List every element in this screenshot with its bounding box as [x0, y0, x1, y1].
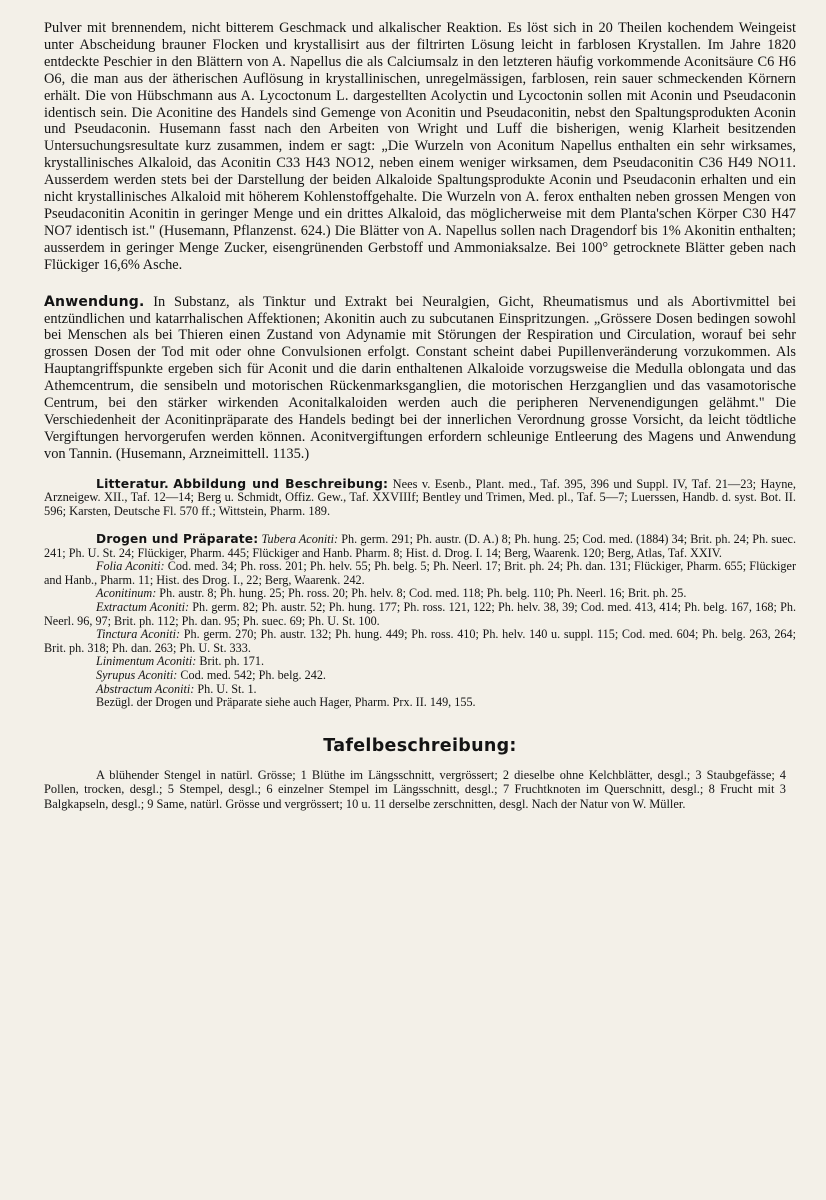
drogen-item [44, 601, 796, 628]
drogen-item [44, 628, 796, 655]
drogen-item-name: Syrupus Aconiti: [96, 667, 178, 682]
drogen-item [44, 560, 796, 587]
drogen-item-text: Cod. med. 34; Ph. ross. 201; Ph. helv. 55; Ph. belg. 5; Ph. Neerl. 17; Brit. ph. 24; Ph. dan. 131; Flückiger, Pharm. 655; Flückiger and Hanb., Pharm. 11; Hist. des Drog. I., 22; Berg, Waarenk. 242. [44, 559, 796, 587]
litteratur-subheading: Abbildung und Beschreibung: [173, 475, 389, 491]
drogen-item-name: Abstractum Aconiti: [96, 681, 195, 696]
drogen-item-text: Ph. austr. 8; Ph. hung. 25; Ph. ross. 20; Ph. helv. 8; Cod. med. 118; Ph. belg. 110; Ph. Neerl. 16; Brit. ph. 25. [159, 586, 687, 601]
drogen-item [44, 669, 796, 683]
tafel-paragraph: A blühender Stengel in natürl. Grösse; 1 Blüthe im Längsschnitt, vergrössert; 2 dieselbe ohne Kelchblätter, desgl.; 3 Staubgefässe; 4 Pollen, trocken, desgl.; 5 Stempel, desgl.; 6 einzelner Stempel im Längsschnitt, desgl.; 7 Fruchtknoten im Querschnitt, desgl.; 8 Frucht mit 3 Balgkapseln, desgl.; 9 Same, natürl. Grösse und vergrössert; 10 u. 11 derselbe zerschnitten, desgl. Nach der Natur von W. Müller. [44, 767, 786, 811]
anwendung-text: In Substanz, als Tinktur und Extrakt bei Neuralgien, Gicht, Rheumatismus und als Abortivmittel bei entzündlichen und katarrhalischen Affektionen; Akonitin auch zu subcutanen Einspritzungen. „Grössere Dosen bedingen sowohl bei Menschen als bei Thieren einen Zustand von Adynamie mit Störungen der Respiration und Circulation, worauf bei sehr grossen Dosen der Tod mit oder ohne Convulsionen erfolgt. Constant scheint dabei Pupillenveränderung vorzukommen. Als Hauptangriffspunkte ergeben sich für Aconit und die darin enthaltenen Alkaloide vorzugsweise die Medulla oblongata und das Athemcentrum, die sensibeln und motorischen Rückenmarksganglien, die motorischen Herzganglien und das vasamotorische Centrum, bei den stärker wirkenden Aconitalkaloiden werden auch die peripheren Nervenendigungen gelähmt." Die Verschiedenheit der Aconitinpräparate des Handels bedingt bei der innerlichen Verordnung grosse Vorsicht, da leicht tödtliche Vergiftungen hervorgerufen werden können. Aconitvergiftungen erfordern schleunige Entleerung des Magens und Anwendung von Tannin. (Husemann, Arzneimittell. 1135.) [44, 293, 796, 462]
drogen-item-text: Cod. med. 542; Ph. belg. 242. [180, 667, 326, 682]
drogen-item-name: Aconitinum: [96, 586, 157, 601]
drogen-heading: Drogen und Präparate: [96, 532, 259, 547]
drogen-item-name: Folia Aconiti: [96, 559, 165, 574]
anwendung-paragraph [44, 294, 796, 463]
drogen-item-name: Extractum Aconiti: [96, 600, 190, 615]
drogen-item-name: Linimentum Aconiti: [96, 654, 197, 669]
drogen-item [44, 655, 796, 669]
drogen-item-text: Ph. germ. 270; Ph. austr. 132; Ph. hung. 449; Ph. ross. 410; Ph. helv. 140 u. suppl. 115; Cod. med. 604; Ph. belg. 263, 264; Brit. ph. 318; Ph. dan. 263; Ph. U. St. 333. [44, 627, 797, 655]
anwendung-heading: Anwendung. [44, 293, 145, 310]
litteratur-paragraph [44, 477, 796, 519]
drogen-item [44, 587, 796, 601]
drogen-item [44, 683, 796, 697]
tafel-heading: Tafelbeschreibung: [323, 735, 517, 756]
drogen-note: Bezügl. der Drogen und Präparate siehe auch Hager, Pharm. Prx. II. 149, 155. [96, 695, 476, 710]
drogen-item-name: Tinctura Aconiti: [96, 627, 181, 642]
litteratur-text: Nees v. Esenb., Plant. med., Taf. 395, 396 und Suppl. IV, Taf. 21—23; Hayne, Arzneigew. XII., Taf. 12—14; Berg u. Schmidt, Offiz. Gew., Taf. XXVIIIf; Bentley und Trimen, Med. pl., Taf. 5—7; Luerssen, Handb. d. syst. Bot. II. 596; Karsten, Deutsche Fl. 570 ff.; Wittstein, Pharm. 189. [44, 476, 796, 519]
litteratur-heading: Litteratur. [96, 475, 169, 491]
drogen-item-text: Brit. ph. 171. [199, 654, 265, 669]
drogen-item-text: Ph. germ. 82; Ph. austr. 52; Ph. hung. 177; Ph. ross. 121, 122; Ph. helv. 38, 39; Cod. med. 413, 414; Ph. belg. 167, 168; Ph. Neerl. 96, 97; Brit. ph. 112; Ph. dan. 95; Ph. suec. 69; Ph. U. St. 100. [44, 600, 796, 628]
intro-paragraph: Pulver mit brennendem, nicht bitterem Geschmack und alkalischer Reaktion. Es löst sich in 20 Theilen kochendem Weingeist unter Abscheidung brauner Flocken und krystallisirt aus der filtrirten Lösung leicht in farblosen Krystallen. Im Jahre 1820 entdeckte Peschier in den Blättern von A. Napellus die als Calciumsalz in den letzteren häufig vorkommende Aconitsäure C6 H6 O6, die man aus der ätherischen Auflösung in krystallinischen, unregelmässigen, farblosen, rein sauer schmeckenden Körnern erhält. Die von Hübschmann aus A. Lycoctonum L. dargestellten Acolyctin und Lycoctonin sollen mit Aconin und Pseudaconin identisch sein. Die Aconitine des Handels sind Gemenge von Aconitin und Pseudaconitin, nebst den Spaltungsprodukten Aconin und Pseudaconin. Husemann fasst nach den Arbeiten von Wright und Luff die bisherigen, wenig Klarheit besitzenden Untersuchungsresultate kurz zusammen, indem er sagt: „Die Wurzeln von Aconitum Napellus enthalten ein sehr wirksames, krystallinisches Alkaloid, das Aconitin C33 H43 NO12, neben einem weniger wirksamen, dem Pseudaconitin C36 H49 NO11. Ausserdem werden stets bei der Darstellung der beiden Alkaloide Spaltungsprodukte Aconin und Pseudaconin erhalten und ein nicht krystallinisches Alkaloid mit höherem Kohlenstoffgehalte. Die Wurzeln von A. ferox enthalten neben grossen Mengen von Pseudaconitin Aconitin in geringer Menge und ein drittes Alkaloid, das möglicherweise mit dem Planta'schen Körper C30 H47 NO7 identisch ist." (Husemann, Pflanzenst. 624.) Die Blätter von A. Napellus sollen nach Dragendorf bis 1% Akonitin enthalten; ausserdem in geringer Menge Zucker, eisengrünenden Gerbstoff und Ammoniaksalze. Bei 100° getrocknete Blätter geben nach Flückiger 16,6% Asche. [44, 20, 796, 273]
drogen-item-text: Ph. U. St. 1. [197, 681, 257, 696]
drogen-item-name: Tubera Aconiti: [261, 532, 339, 547]
drogen-item [44, 533, 796, 560]
drogen-section [44, 533, 796, 710]
drogen-item-text: Ph. germ. 291; Ph. austr. (D. A.) 8; Ph. hung. 25; Cod. med. (1884) 34; Brit. ph. 24; Ph. suec. 241; Ph. U. St. 24; Flückiger, Pharm. 445; Flückiger and Hanb. Pharm. 8; Hist. d. Drog. I. 14; Berg, Waarenk. 120; Berg, Atlas, Taf. XXIV. [44, 532, 797, 560]
